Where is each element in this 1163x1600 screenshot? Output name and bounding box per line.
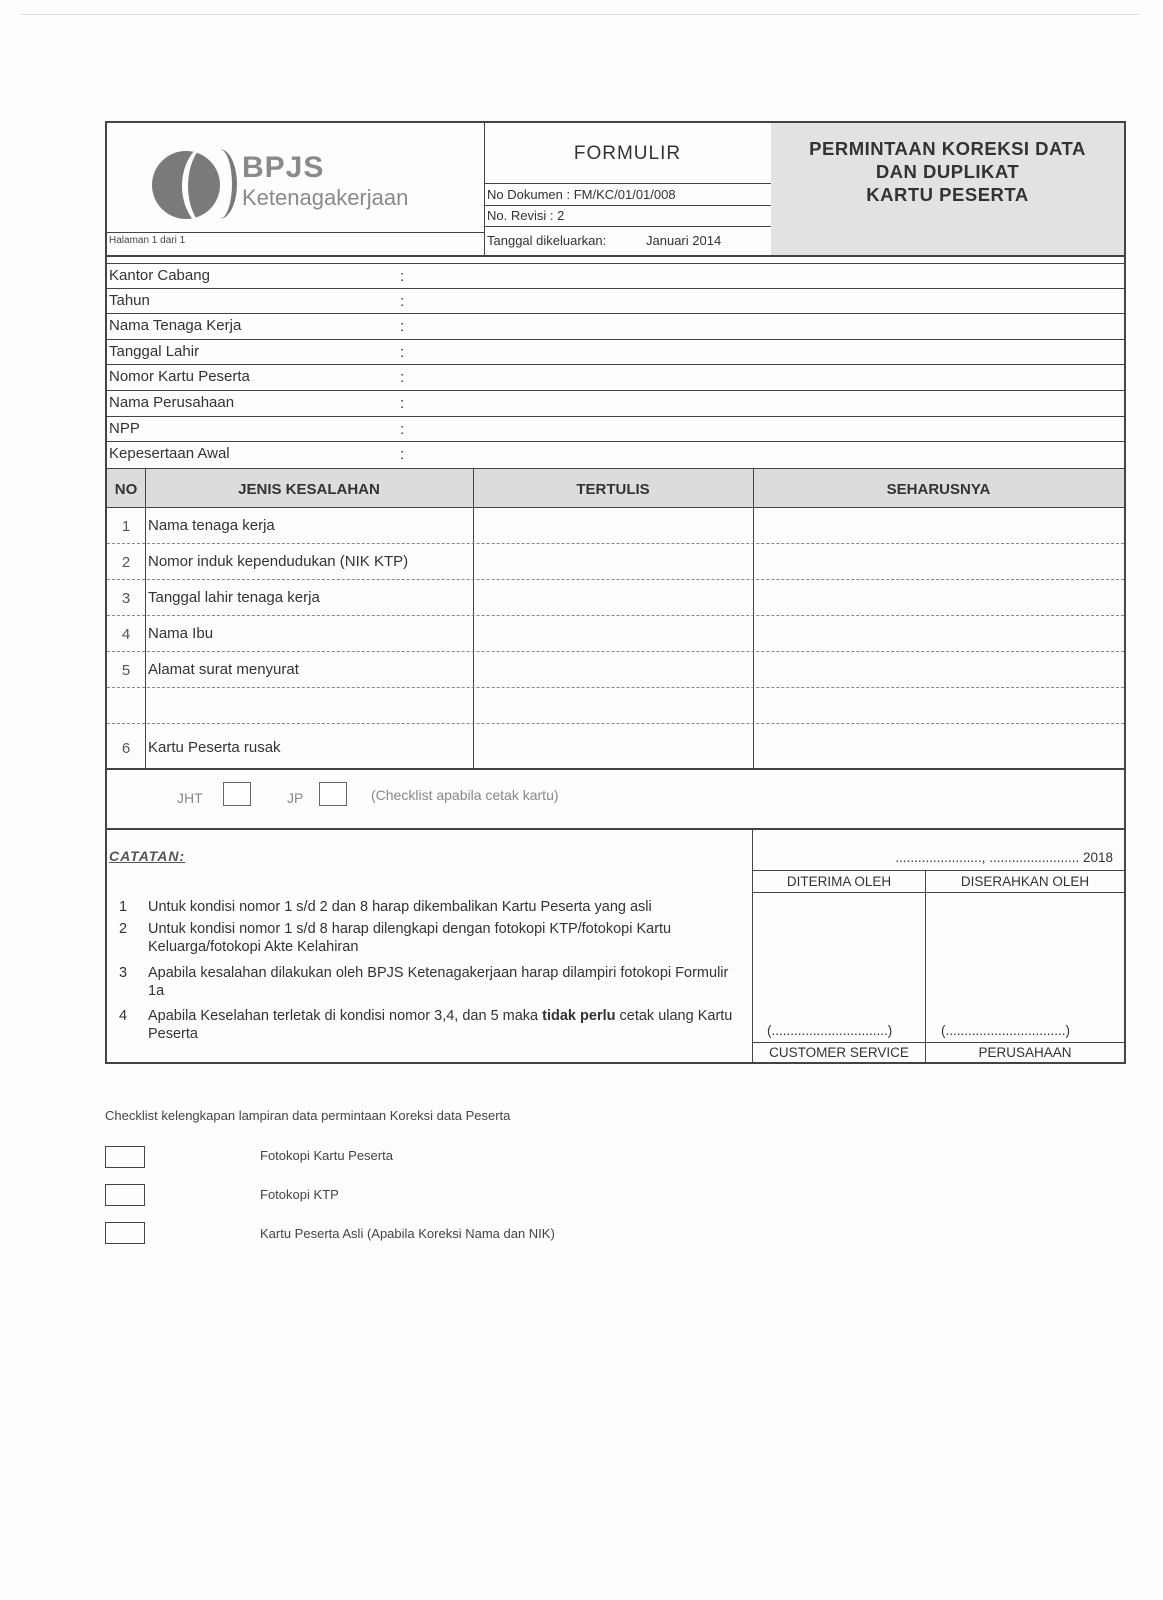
row-number: 5 xyxy=(121,661,131,679)
field-colon: : xyxy=(400,420,405,438)
print-card-checklist xyxy=(107,768,1124,830)
signature-line-left[interactable]: (...............................) xyxy=(767,1022,893,1038)
row-number: 3 xyxy=(121,589,131,607)
col-header-jenis: JENIS KESALAHAN xyxy=(238,480,380,498)
divider xyxy=(107,232,484,233)
issue-date-value: Januari 2014 xyxy=(646,233,722,248)
note-text-part: Apabila Keselahan terletak di kondisi nomor 3,4, dan 5 maka xyxy=(148,1007,543,1024)
participant-info xyxy=(107,257,1124,468)
note-text: Untuk kondisi nomor 1 s/d 8 harap dilengkapi dengan fotokopi KTP/fotokopi Kartu Keluarga/fotokopi Akte Kelahiran xyxy=(148,920,672,955)
info-row-tahun[interactable] xyxy=(107,289,1124,315)
document-number: No Dokumen : FM/KC/01/01/008 xyxy=(484,183,771,205)
field-colon: : xyxy=(400,268,405,285)
field-label: Nomor Kartu Peserta xyxy=(109,368,250,386)
divider xyxy=(753,1042,1125,1043)
issue-date-row xyxy=(484,226,771,255)
role-perusahaan: PERUSAHAAN xyxy=(978,1044,1072,1060)
divider xyxy=(753,892,1125,893)
field-label: Tahun xyxy=(109,291,150,309)
form-title-line-1: PERMINTAAN KOREKSI DATA xyxy=(809,138,1086,159)
field-colon: : xyxy=(400,369,405,387)
row-number: 2 xyxy=(121,553,131,571)
row-number: 1 xyxy=(121,517,131,535)
note-number: 3 xyxy=(119,964,128,981)
field-colon: : xyxy=(400,343,405,361)
document-info-cell xyxy=(484,123,772,255)
handed-by-label: DISERAHKAN OLEH xyxy=(960,873,1090,889)
form-title-line-3: KARTU PESERTA xyxy=(866,184,1029,205)
table-row[interactable] xyxy=(107,652,1124,688)
col-header-no: NO xyxy=(114,480,138,498)
divider xyxy=(473,469,474,507)
info-row-kepesertaan-awal[interactable] xyxy=(107,442,1124,468)
table-row[interactable] xyxy=(107,616,1124,652)
row-label: Nomor induk kependudukan (NIK KTP) xyxy=(148,552,409,570)
info-row-nomor-kartu[interactable] xyxy=(107,365,1124,391)
info-row-nama-perusahaan[interactable] xyxy=(107,391,1124,417)
table-row[interactable] xyxy=(107,688,1124,724)
signature-line-right[interactable]: (................................) xyxy=(941,1022,1071,1038)
jp-label: JP xyxy=(287,789,304,806)
attachment-checkbox[interactable] xyxy=(105,1184,145,1206)
logo-text: BPJS xyxy=(242,151,325,184)
attachments-title: Checklist kelengkapan lampiran data permintaan Koreksi data Peserta xyxy=(105,1108,511,1123)
note-text-bold: tidak perlu xyxy=(542,1007,616,1024)
form-title xyxy=(771,137,1124,206)
field-label: Nama Perusahaan xyxy=(109,393,235,411)
info-row-kantor-cabang[interactable] xyxy=(107,263,1124,289)
role-customer-service: CUSTOMER SERVICE xyxy=(769,1044,909,1060)
form-header xyxy=(107,123,1124,257)
table-row[interactable] xyxy=(107,580,1124,616)
revision-number: No. Revisi : 2 xyxy=(484,205,771,226)
form-frame xyxy=(105,121,1126,1064)
note-text: Apabila kesalahan dilakukan oleh BPJS Ketenagakerjaan harap dilampiri fotokopi Formulir 1a xyxy=(148,964,729,999)
row-label: Nama Ibu xyxy=(148,624,214,642)
attachment-item: Kartu Peserta Asli (Apabila Koreksi Nama dan NIK) xyxy=(260,1226,555,1241)
notes-title: CATATAN: xyxy=(109,847,186,864)
field-label: NPP xyxy=(109,419,140,437)
field-label: Nama Tenaga Kerja xyxy=(109,317,242,335)
table-row[interactable] xyxy=(107,508,1124,544)
form-title-cell xyxy=(771,123,1124,255)
row-number: 4 xyxy=(121,625,131,643)
checklist-note: (Checklist apabila cetak kartu) xyxy=(371,786,559,803)
errors-table xyxy=(107,468,1124,768)
note-text-part: cetak ulang Kartu Peserta xyxy=(148,1007,733,1042)
attachment-checkbox[interactable] xyxy=(105,1146,145,1168)
field-label: Tanggal Lahir xyxy=(109,342,200,360)
divider xyxy=(925,870,926,1062)
col-header-tertulis: TERTULIS xyxy=(576,480,650,498)
attachment-checkbox[interactable] xyxy=(105,1222,145,1244)
col-header-seharusnya: SEHARUSNYA xyxy=(886,480,991,498)
row-label: Kartu Peserta rusak xyxy=(148,738,281,756)
errors-table-header xyxy=(107,468,1124,508)
field-colon: : xyxy=(400,394,405,412)
info-row-nama-tenaga-kerja[interactable] xyxy=(107,314,1124,340)
note-text xyxy=(148,1007,748,1043)
divider xyxy=(753,469,754,507)
jht-label: JHT xyxy=(177,789,203,806)
divider xyxy=(753,870,1125,871)
note-number: 2 xyxy=(119,920,128,937)
page-indicator: Halaman 1 dari 1 xyxy=(109,235,186,246)
logo-cell xyxy=(107,123,485,255)
note-number: 4 xyxy=(119,1007,128,1024)
field-label: Kepesertaan Awal xyxy=(109,445,230,463)
jht-checkbox[interactable] xyxy=(223,782,251,806)
signature-date: ......................., ........................ 2018 xyxy=(895,849,1113,865)
issue-date-label: Tanggal dikeluarkan: xyxy=(487,233,607,248)
form-type-title: FORMULIR xyxy=(573,143,682,164)
attachment-item: Fotokopi KTP xyxy=(260,1187,339,1202)
form-title-line-2: DAN DUPLIKAT xyxy=(875,161,1020,182)
field-colon: : xyxy=(400,318,405,336)
info-row-tanggal-lahir[interactable] xyxy=(107,340,1124,366)
field-label: Kantor Cabang xyxy=(109,267,210,284)
note-number: 1 xyxy=(119,898,128,915)
received-by-label: DITERIMA OLEH xyxy=(786,873,892,889)
table-row[interactable] xyxy=(107,724,1124,768)
note-text: Untuk kondisi nomor 1 s/d 2 dan 8 harap dikembalikan Kartu Peserta yang asli xyxy=(148,898,652,915)
row-label: Alamat surat menyurat xyxy=(148,660,299,678)
table-row[interactable] xyxy=(107,544,1124,580)
divider xyxy=(145,469,146,507)
logo-subtext: Ketenagakerjaan xyxy=(242,185,409,210)
field-colon: : xyxy=(400,292,405,310)
errors-table-body xyxy=(107,508,1124,768)
bpjs-logo-arc-icon xyxy=(202,149,237,219)
signature-area xyxy=(752,830,1125,1062)
jp-checkbox[interactable] xyxy=(319,782,347,806)
row-number: 6 xyxy=(121,739,131,757)
attachment-item: Fotokopi Kartu Peserta xyxy=(260,1148,393,1163)
row-label: Tanggal lahir tenaga kerja xyxy=(148,588,320,606)
row-label: Nama tenaga kerja xyxy=(148,516,275,534)
notes-and-signatures xyxy=(107,830,1124,1062)
field-colon: : xyxy=(400,446,405,464)
scan-top-line xyxy=(20,14,1140,15)
info-row-npp[interactable] xyxy=(107,417,1124,443)
